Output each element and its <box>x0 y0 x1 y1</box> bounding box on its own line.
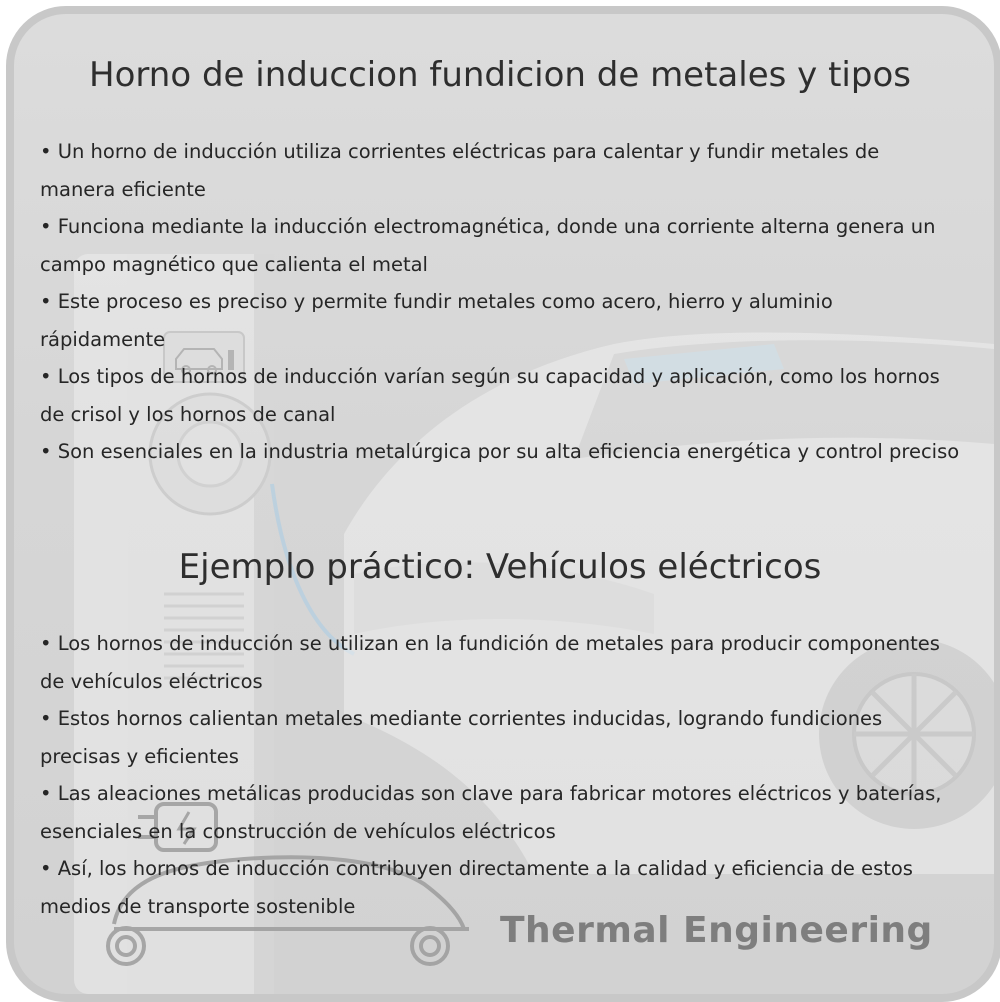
list-item: • Las aleaciones metálicas producidas son clave para fabricar motores eléctricos y baterías, esenciales en la construcción de vehículos eléctricos <box>40 782 942 843</box>
list-item: • Funciona mediante la inducción electromagnética, donde una corriente alterna genera un campo magnético que calienta el metal <box>40 215 936 276</box>
list-item: • Este proceso es preciso y permite fundir metales como acero, hierro y aluminio rápidamente <box>40 290 833 351</box>
list-item: • Estos hornos calientan metales mediante corrientes inducidas, logrando fundiciones precisas y eficientes <box>40 707 883 768</box>
list-item: • Los tipos de hornos de inducción varían según su capacidad y aplicación, como los hornos de crisol y los hornos de canal <box>40 365 940 426</box>
list-item: • Son esenciales en la industria metalúrgica por su alta eficiencia energética y control preciso <box>40 440 960 463</box>
list-item: • Así, los hornos de inducción contribuyen directamente a la calidad y eficiencia de estos medios de transporte sostenible <box>40 857 913 918</box>
page-title: Horno de induccion fundicion de metales y tipos <box>89 55 911 95</box>
section-title: Ejemplo práctico: Vehículos eléctricos <box>178 547 822 587</box>
list-item: • Un horno de inducción utiliza corrientes eléctricas para calentar y fundir metales de manera eficiente <box>40 140 880 201</box>
bullet-list-section-1 <box>40 133 960 471</box>
bullet-list-section-2 <box>40 625 960 925</box>
list-item: • Los hornos de inducción se utilizan en la fundición de metales para producir componentes de vehículos eléctricos <box>40 632 940 693</box>
brand-watermark: Thermal Engineering <box>500 910 933 951</box>
